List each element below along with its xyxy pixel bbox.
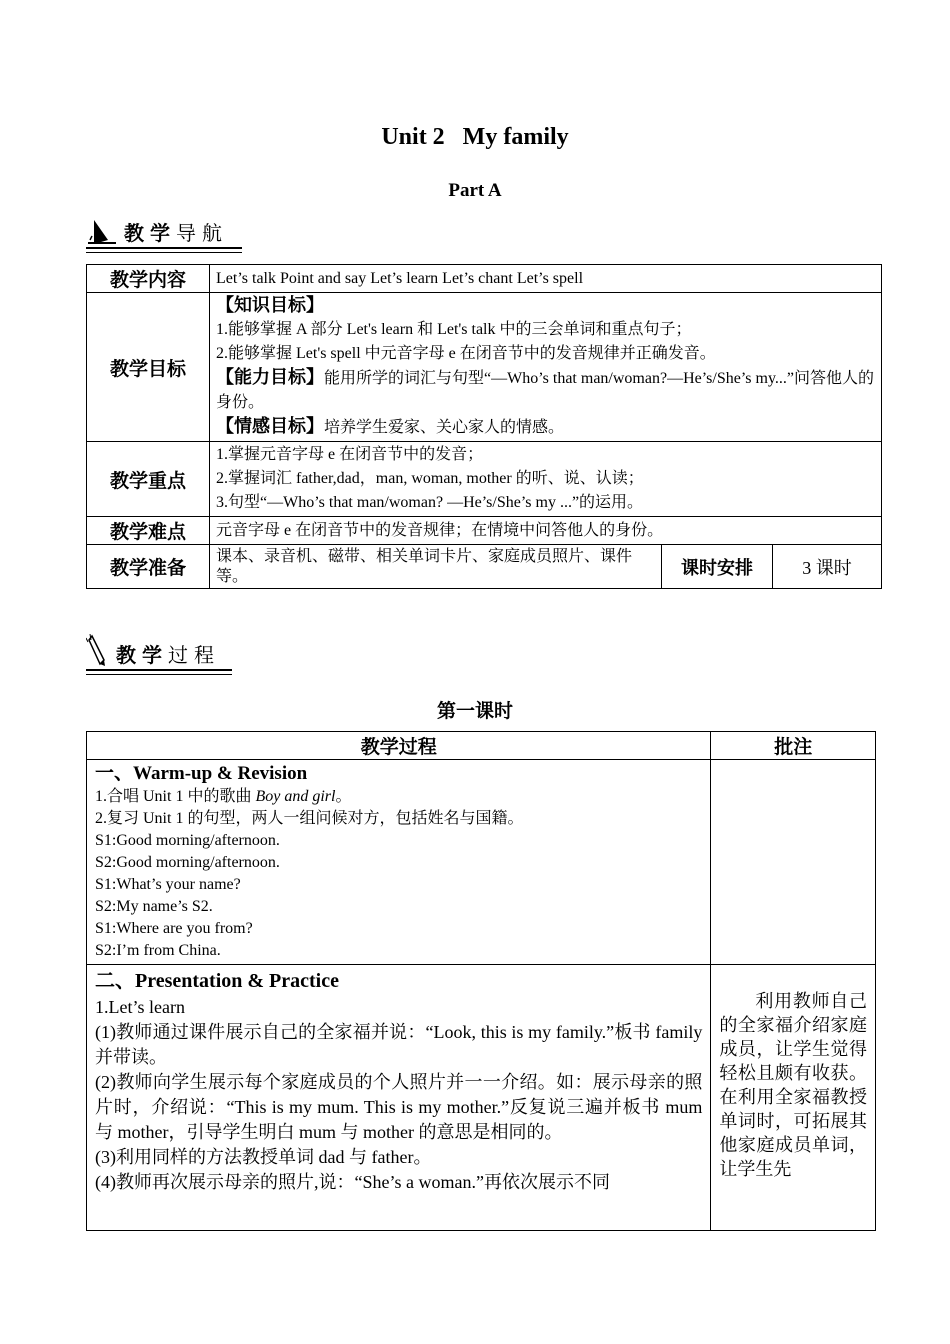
column-header-notes: 批注 — [711, 732, 876, 760]
info-row-keypoints — [87, 442, 882, 517]
lesson-title: 第一课时 — [436, 700, 513, 722]
info-row-content — [87, 265, 882, 293]
info-label: 教学重点 — [87, 442, 210, 517]
process-line: (2)教师向学生展示每个家庭成员的个人照片并一一介绍。如：展示母亲的照片时，介绍说：“This is my mum. This is my mother.”反复说三遍并板书 mum 与 mother，引导学生明白 mum 与 mother 的意思是相同的。 — [95, 1072, 703, 1142]
section-heading-text: 教学过程 — [116, 643, 220, 667]
info-label: 教学内容 — [87, 265, 210, 293]
info-row-preparation — [87, 545, 882, 589]
process-line: (4)教师再次展示母亲的照片,说：“She’s a woman.”再依次展示不同 — [95, 1172, 610, 1192]
info-content: 课本、录音机、磁带、相关单词卡片、家庭成员照片、课件等。 — [210, 545, 662, 589]
process-header-row — [87, 732, 876, 760]
process-cell — [87, 965, 711, 1231]
process-row-warmup — [87, 760, 876, 965]
process-line: 2.复习 Unit 1 的句型，两人一组问候对方，包括姓名与国籍。 — [95, 810, 524, 827]
process-line: 1.合唱 Unit 1 中的歌曲 Boy and girl。 — [95, 788, 352, 805]
section-title: 二、Presentation & Practice — [95, 970, 339, 992]
note-text: 利用教师自己的全家福介绍家庭成员，让学生觉得轻松且颇有收获。在利用全家福教授单词时，可拓展其他家庭成员单词，让学生先 — [711, 965, 876, 1231]
sailboat-icon — [86, 216, 120, 246]
column-header-process: 教学过程 — [87, 732, 711, 760]
info-content: 【知识目标】 1.能够掌握 A 部分 Let's learn 和 Let's talk 中的三会单词和重点句子； 2.能够掌握 Let's spell 中元音字母 e 在闭音节中的发音规律并正确发音。 【能力目标】能用所学的词汇与句型“—Who’s that man/woman?—He’s/She’s my...”问答他人的身份。 【情感目标】培养学生爱家、关心家人的情感。 — [210, 293, 882, 442]
section-heading-process — [86, 632, 232, 668]
info-label: 教学准备 — [87, 545, 210, 589]
process-line: S2:My name’s S2. — [95, 898, 213, 915]
info-row-objectives — [87, 293, 882, 442]
pencil-icon — [86, 634, 112, 668]
info-row-difficulty — [87, 517, 882, 545]
section-heading-text: 教学导航 — [124, 221, 228, 245]
process-row-presentation — [87, 965, 876, 1231]
process-line: S1:Good morning/afternoon. — [95, 832, 280, 849]
process-line: 1.Let’s learn — [95, 997, 185, 1017]
process-line: S1:What’s your name? — [95, 876, 241, 893]
hour-label: 课时安排 — [662, 545, 773, 589]
process-cell — [87, 760, 711, 965]
process-line: (1)教师通过课件展示自己的全家福并说：“Look, this is my family.”板书 family 并带读。 — [95, 1022, 703, 1067]
note-cell — [711, 760, 876, 965]
page-title: Unit 2 My family — [381, 124, 569, 150]
info-content: 1.掌握元音字母 e 在闭音节中的发音； 2.掌握词汇 father,dad，man, woman, mother 的听、说、认读； 3.句型“—Who’s that man/woman? —He’s/She’s my ...”的运用。 — [210, 442, 882, 517]
hour-value: 3 课时 — [773, 545, 882, 589]
info-label: 教学难点 — [87, 517, 210, 545]
info-content: Let’s talk Point and say Let’s learn Let’s chant Let’s spell — [210, 265, 882, 293]
section-title: 一、Warm-up & Revision — [95, 763, 308, 784]
process-line: S1:Where are you from? — [95, 920, 253, 937]
process-line: S2:I’m from China. — [95, 942, 221, 959]
info-label: 教学目标 — [87, 293, 210, 442]
info-table — [86, 264, 882, 589]
section-heading-navigation — [86, 210, 242, 246]
process-line: S2:Good morning/afternoon. — [95, 854, 280, 871]
page-subtitle: Part A — [448, 180, 502, 201]
process-line: (3)利用同样的方法教授单词 dad 与 father。 — [95, 1147, 432, 1167]
info-content: 元音字母 e 在闭音节中的发音规律；在情境中问答他人的身份。 — [210, 517, 882, 545]
process-table — [86, 731, 876, 1231]
